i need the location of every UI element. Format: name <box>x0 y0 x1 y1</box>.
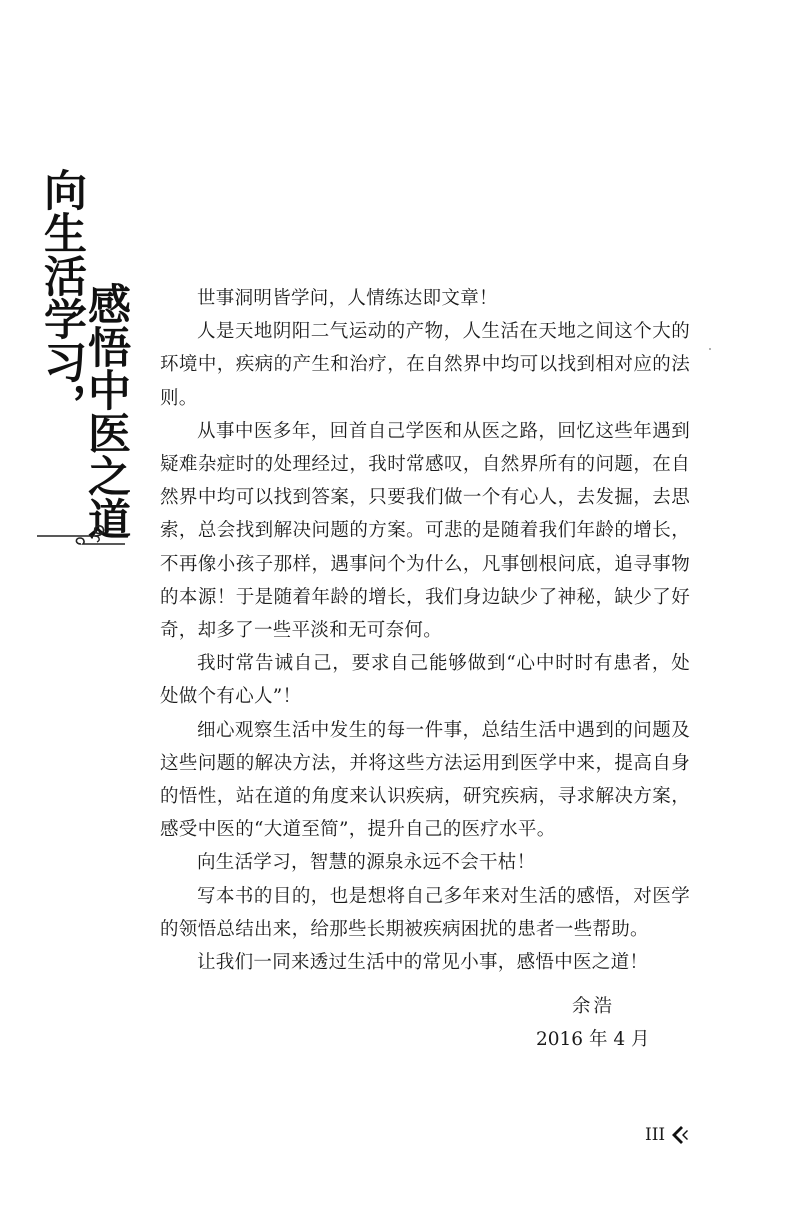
paragraph-6: 向生活学习，智慧的源泉永远不会干枯！ <box>197 852 536 874</box>
paragraph-2: 人是天地阴阳二气运动的产物，人生活在天地之间这个大的环境中，疾病的产生和治疗，在自然界中均可以找到相对应的法则。 <box>160 321 690 409</box>
paragraph-5: 细心观察生活中发生的每一件事，总结生活中遇到的问题及这些问题的解决方法，并将这些方法运用到医学中来，提高自身的悟性，站在道的角度来认识疾病，研究疾病，寻求解决方案，感受中医的“大道至简”，提升自己的医疗水平。 <box>160 719 690 841</box>
scan-speck <box>709 348 711 350</box>
paragraph-3: 从事中医多年，回首自己学医和从医之路，回忆这些年遇到疑难杂症时的处理经过，我时常感叹，自然界所有的问题，在自然界中均可以找到答案，只要我们做一个有心人，去发掘，去思索，总会找到解决问题的方案。可悲的是随着我们年龄的增长，不再像小孩子那样，遇事问个为什么，凡事刨根问底，追寻事物的本源！于是随着年龄的增长，我们身边缺少了神秘，缺少了好奇，却多了一些平淡和无可奈何。 <box>160 420 690 642</box>
date-line: 2016 年 4 月 <box>536 1029 650 1050</box>
paragraph-8: 让我们一同来透过生活中的常见小事，感悟中医之道！ <box>197 952 649 974</box>
paragraph-4: 我时常告诫自己，要求自己能够做到“心中时时有患者，处处做个有心人”！ <box>160 653 690 708</box>
page-number: III <box>645 1125 666 1145</box>
page-number-marker <box>645 1122 689 1148</box>
body-text <box>160 282 690 979</box>
paragraph-7: 写本书的目的，也是想将自己多年来对生活的感悟，对医学的领悟总结出来，给那些长期被疾病困扰的患者一些帮助。 <box>160 885 690 940</box>
chevron-left-double-icon <box>669 1124 689 1146</box>
title-line-2: 感悟中医之道 <box>81 282 131 540</box>
swirl-divider-icon <box>35 522 127 552</box>
paragraph-1: 世事洞明皆学问，人情练达即文章！ <box>197 288 498 309</box>
author-name: 余浩 <box>572 996 616 1017</box>
title-line-1: 向生活学习， <box>37 168 87 426</box>
